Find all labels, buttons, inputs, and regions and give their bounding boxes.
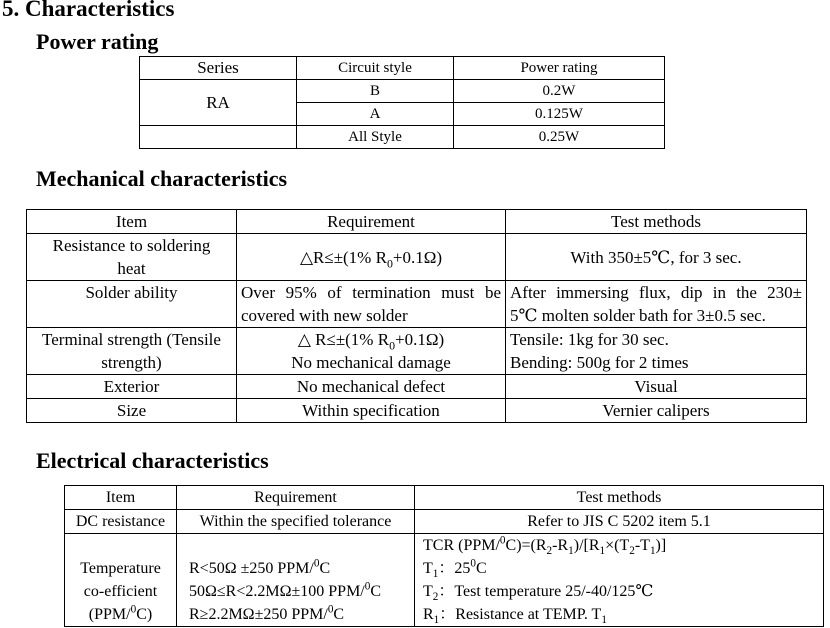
subscript: 0: [386, 255, 393, 270]
power-rating-cell: 0.2W: [454, 80, 665, 103]
test-cell: With 350±5℃, for 3 sec.: [506, 234, 807, 281]
table-header-row: [65, 486, 824, 510]
requirement-line: No mechanical damage: [291, 353, 451, 372]
header-series: Series: [140, 57, 297, 80]
formula-text: TCR (PPM/: [423, 537, 500, 554]
requirement-line: [241, 328, 501, 351]
header-item: Item: [27, 210, 237, 234]
tcr-r1-line: [423, 603, 819, 626]
test-text: ：25: [438, 560, 471, 577]
item-cell: DC resistance: [65, 510, 177, 534]
table-header-row: [140, 57, 665, 80]
requirement-text: R≥2.2MΩ±250 PPM/: [189, 606, 328, 623]
header-requirement: Requirement: [177, 486, 415, 510]
test-cell: Visual: [506, 375, 807, 399]
circuit-style-cell: A: [297, 103, 454, 126]
requirement-cell: No mechanical defect: [237, 375, 506, 399]
item-cell: [27, 234, 237, 281]
table-row: [140, 126, 665, 149]
item-line: strength): [101, 353, 162, 372]
header-test-methods: Test methods: [506, 210, 807, 234]
item-line: heat: [117, 259, 146, 278]
table-row: [65, 534, 824, 627]
item-cell: Solder ability: [27, 281, 237, 328]
test-line: Bending: 500g for 2 times: [510, 353, 689, 372]
test-line: Tensile: 1kg for 30 sec.: [510, 330, 669, 349]
power-rating-cell: 0.25W: [454, 126, 665, 149]
test-line: After immersing flux, dip in the 230±: [510, 283, 802, 302]
test-text: ：Resistance at TEMP. T: [439, 606, 602, 623]
test-cell: Refer to JIS C 5202 item 5.1: [415, 510, 824, 534]
requirement-text: △R≤±(1% R: [299, 247, 387, 267]
requirement-line: [181, 580, 410, 603]
requirement-cell: [237, 234, 506, 281]
item-cell: Size: [27, 399, 237, 423]
circuit-style-cell: B: [297, 80, 454, 103]
item-cell: Exterior: [27, 375, 237, 399]
test-text: C: [475, 560, 487, 577]
test-line: 5℃ molten solder bath for 3±0.5 sec.: [510, 306, 766, 325]
superscript: 0: [499, 534, 506, 547]
requirement-cell: [177, 534, 415, 627]
item-text: C): [136, 606, 153, 623]
item-line: Resistance to soldering: [52, 236, 211, 255]
subscript: 1: [599, 545, 606, 558]
electrical-heading: Electrical characteristics: [36, 448, 269, 473]
subscript: 2: [432, 591, 439, 604]
requirement-text: 50Ω≤R<2.2MΩ±100 PPM/: [189, 583, 365, 600]
subscript: 1: [649, 545, 656, 558]
formula-text: )/[R: [573, 537, 600, 554]
table-row: [27, 234, 807, 281]
formula-text: )]: [655, 537, 667, 554]
subscript: 1: [568, 545, 574, 558]
item-line: co-efficient: [83, 583, 158, 600]
subscript: 1: [433, 614, 440, 627]
table-row: [140, 80, 665, 103]
requirement-line: Over 95% of termination must be: [241, 283, 501, 302]
requirement-line: [181, 557, 410, 580]
item-line: [69, 603, 172, 626]
table-row: [27, 399, 807, 423]
requirement-text: +0.1Ω): [392, 247, 443, 267]
table-header-row: [27, 210, 807, 234]
test-cell: Vernier calipers: [506, 399, 807, 423]
requirement-line: covered with new solder: [241, 306, 408, 325]
subscript: 0: [389, 338, 396, 353]
subscript: 2: [629, 545, 635, 558]
tcr-formula: [423, 534, 819, 557]
subscript: 2: [546, 545, 553, 558]
electrical-table: [64, 485, 824, 627]
series-cell: RA: [140, 80, 297, 126]
item-line: Temperature: [80, 560, 161, 577]
header-power-rating: Power rating: [454, 57, 665, 80]
power-rating-table: [139, 56, 665, 149]
requirement-text: C: [333, 606, 345, 623]
formula-text: ×(T: [605, 537, 630, 554]
tcr-t2-line: [423, 580, 819, 603]
requirement-line: [181, 603, 410, 626]
requirement-text: △ R≤±(1% R: [297, 330, 390, 349]
power-rating-heading: Power rating: [36, 29, 159, 54]
item-cell: [27, 328, 237, 375]
mechanical-table: [26, 209, 807, 423]
superscript: 0: [364, 580, 371, 593]
item-text: (PPM/: [88, 606, 131, 623]
requirement-cell: [237, 281, 506, 328]
test-cell: [506, 281, 807, 328]
item-cell: [65, 534, 177, 627]
circuit-style-cell: All Style: [297, 126, 454, 149]
requirement-cell: Within the specified tolerance: [177, 510, 415, 534]
section-title: 5. Characteristics: [2, 0, 175, 21]
item-line: Terminal strength (Tensile: [42, 330, 221, 349]
requirement-cell: Within specification: [237, 399, 506, 423]
superscript: 0: [130, 603, 137, 616]
test-text: T: [423, 583, 433, 600]
requirement-text: C: [319, 560, 331, 577]
superscript: 0: [470, 557, 476, 570]
test-text: R: [423, 606, 434, 623]
header-requirement: Requirement: [237, 210, 506, 234]
header-circuit-style: Circuit style: [297, 57, 454, 80]
superscript: 0: [327, 603, 334, 616]
header-test-methods: Test methods: [415, 486, 824, 510]
formula-text: -T: [634, 537, 650, 554]
test-text: T: [423, 560, 433, 577]
formula-text: C)=(R: [505, 537, 547, 554]
table-row: [27, 328, 807, 375]
table-row: [27, 375, 807, 399]
test-cell: [506, 328, 807, 375]
subscript: 1: [432, 568, 439, 581]
requirement-text: C: [370, 583, 381, 600]
formula-text: -R: [552, 537, 569, 554]
power-rating-cell: 0.125W: [454, 103, 665, 126]
test-text: ：Test temperature 25/-40/125℃: [438, 583, 654, 600]
subscript: 1: [601, 614, 607, 627]
superscript: 0: [313, 557, 320, 570]
requirement-text: R<50Ω ±250 PPM/: [189, 560, 314, 577]
requirement-cell: [237, 328, 506, 375]
table-row: [27, 281, 807, 328]
header-item: Item: [65, 486, 177, 510]
requirement-text: +0.1Ω): [395, 330, 445, 349]
mechanical-heading: Mechanical characteristics: [36, 166, 288, 191]
table-row: [65, 510, 824, 534]
test-cell: [415, 534, 824, 627]
series-cell-empty: [140, 126, 297, 149]
tcr-t1-line: [423, 557, 819, 580]
